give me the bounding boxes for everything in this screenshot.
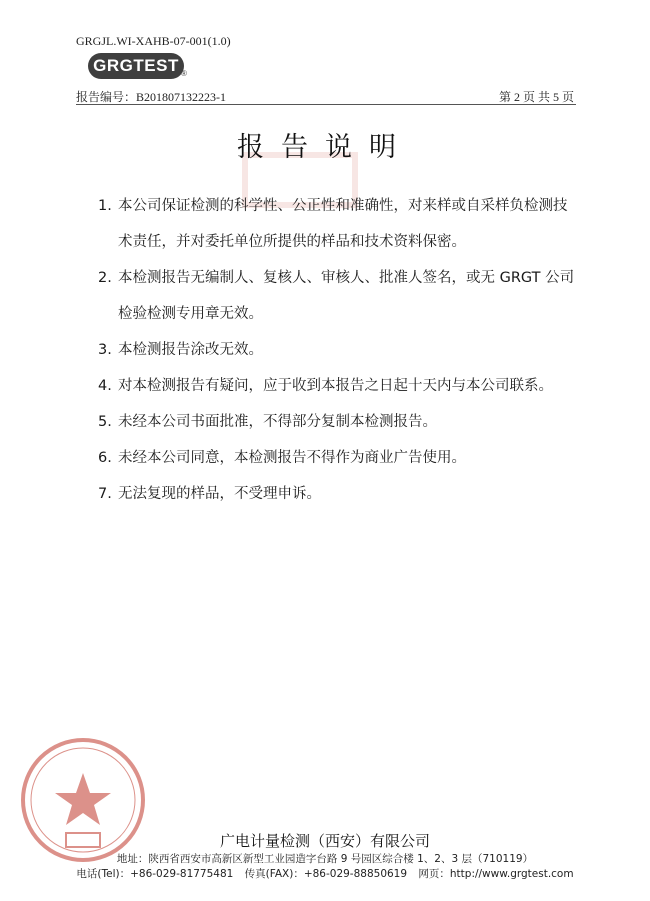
item-number: 5. <box>98 414 112 430</box>
item-text: 本检测报告涂改无效。 <box>118 342 263 358</box>
report-number: 报告编号：B201807132223-1 <box>76 90 227 104</box>
list-item <box>98 440 578 476</box>
item-number: 3. <box>98 342 112 358</box>
list-item <box>98 404 578 440</box>
company-address: 地址：陕西省西安市高新区新型工业园造字台路 9 号园区综合楼 1、2、3 层（710119） <box>116 853 534 865</box>
phone-number: 电话(Tel)：+86-029-81775481 <box>76 868 234 880</box>
grgtest-logo: GRGTEST <box>88 53 184 79</box>
item-text: 本检测报告无编制人、复核人、审核人、批准人签名，或无 GRGT 公司检验检测专用章无效。 <box>118 270 575 322</box>
page-title: 报告说明 <box>237 132 413 163</box>
list-item <box>98 188 578 260</box>
page-number: 第 2 页 共 5 页 <box>498 90 574 104</box>
list-item <box>98 476 578 512</box>
website-link[interactable]: 网页：http://www.grgtest.com <box>418 868 574 880</box>
notes-list <box>98 188 578 512</box>
item-text: 对本检测报告有疑问，应于收到本报告之日起十天内与本公司联系。 <box>118 378 553 394</box>
company-name: 广电计量检测（西安）有限公司 <box>219 832 430 850</box>
item-text: 未经本公司同意，本检测报告不得作为商业广告使用。 <box>118 450 466 466</box>
item-number: 1. <box>98 198 112 214</box>
item-number: 2. <box>98 270 112 286</box>
contact-line <box>0 866 650 881</box>
fax-number: 传真(FAX)：+86-029-88850619 <box>244 868 408 880</box>
item-text: 无法复现的样品，不受理申诉。 <box>118 486 321 502</box>
list-item <box>98 332 578 368</box>
document-code: GRGJL.WI-XAHB-07-001(1.0) <box>76 34 231 48</box>
list-item <box>98 260 578 332</box>
list-item <box>98 368 578 404</box>
header-divider <box>76 104 576 105</box>
item-text: 本公司保证检测的科学性、公正性和准确性，对来样或自采样负检测技术责任，并对委托单位所提供的样品和技术资料保密。 <box>118 198 568 250</box>
item-number: 7. <box>98 486 112 502</box>
item-number: 6. <box>98 450 112 466</box>
registered-mark: ® <box>181 69 187 78</box>
item-text: 未经本公司书面批准，不得部分复制本检测报告。 <box>118 414 437 430</box>
item-number: 4. <box>98 378 112 394</box>
